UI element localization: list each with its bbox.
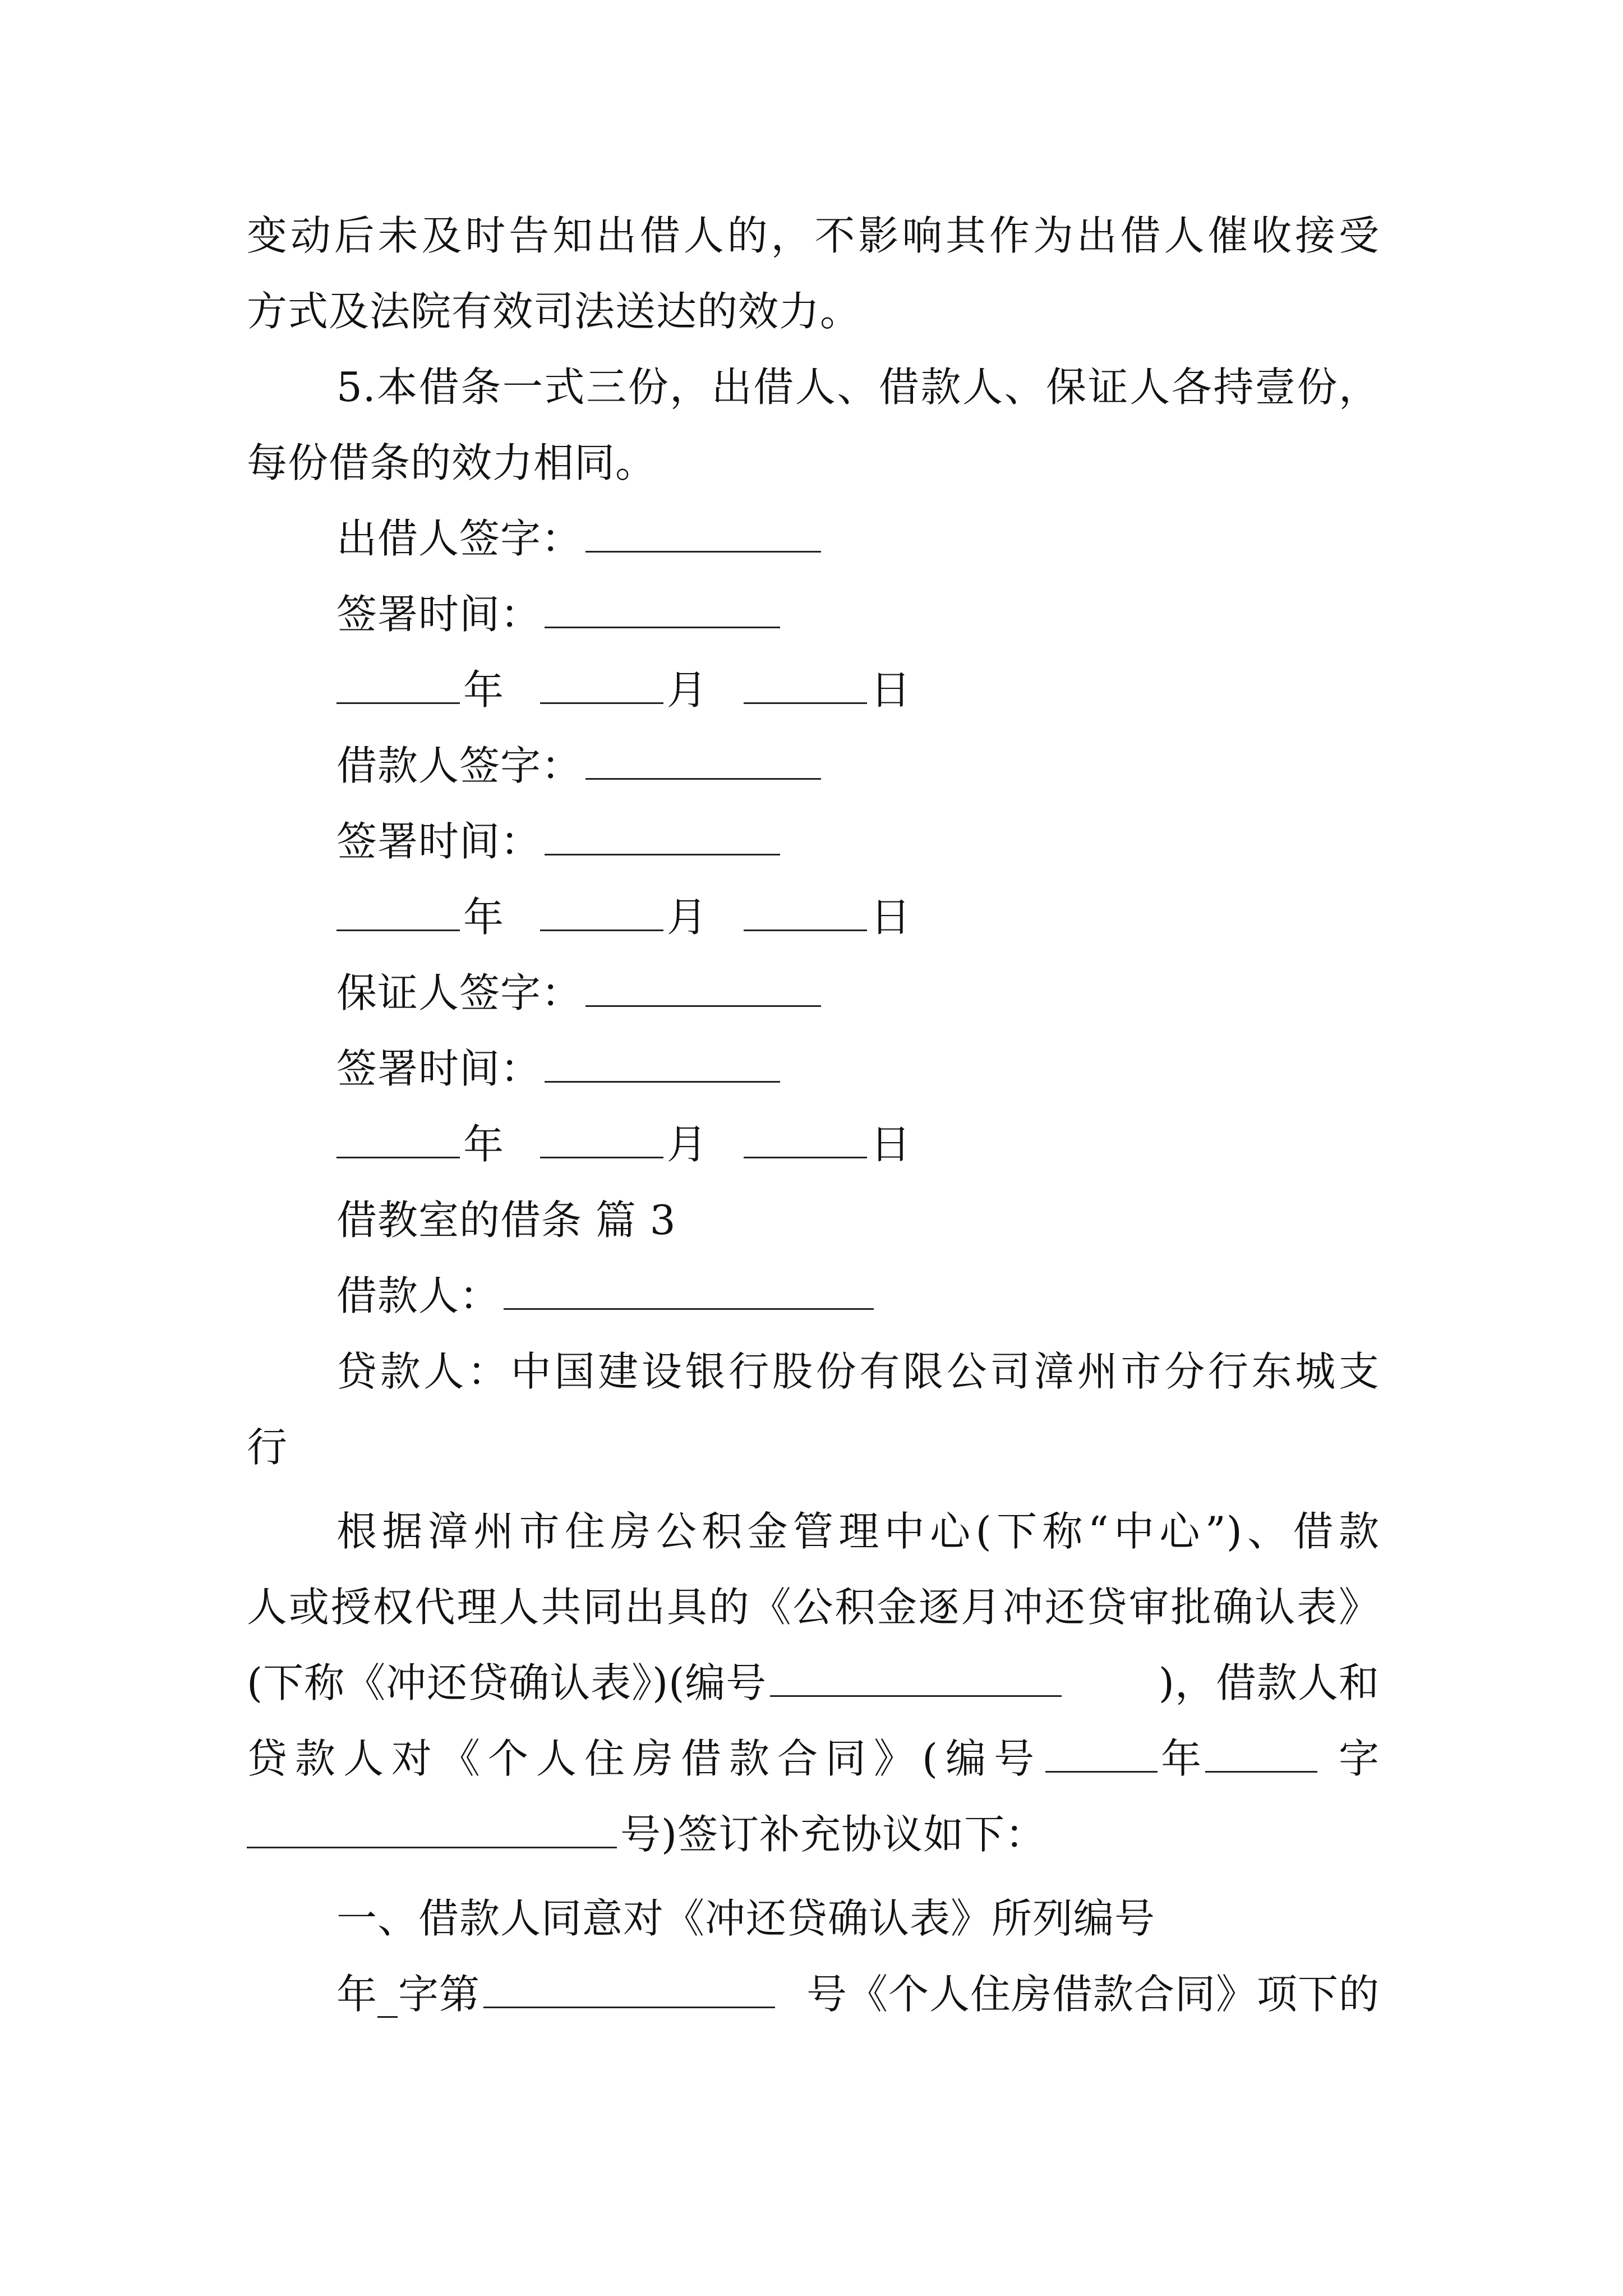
- lender-year-blank[interactable]: [336, 669, 460, 704]
- lender-signature-row: [336, 510, 824, 567]
- clause5-line1: 5.本借条一式三份，出借人、借款人、保证人各持壹份，: [336, 364, 1380, 411]
- lender-month-blank[interactable]: [540, 669, 663, 704]
- year-label: 年: [463, 1121, 505, 1168]
- borrower-signature-blank[interactable]: [585, 744, 821, 780]
- lender-time-blank[interactable]: [545, 593, 780, 628]
- guarantor-year-blank[interactable]: [336, 1123, 460, 1158]
- number-blank[interactable]: [770, 1662, 1062, 1697]
- para1-line1: 根据漳州市住房公积金管理中心(下称“中心”)、借款: [336, 1508, 1380, 1555]
- lender-signature-label: 出借人签字：: [336, 515, 583, 562]
- para1-line2: 人或授权代理人共同出具的《公积金逐月冲还贷审批确认表》: [247, 1584, 1380, 1631]
- section3-lender-line: 贷款人：中国建设银行股份有限公司漳州市分行东城支: [336, 1348, 1380, 1395]
- para2-line2-a: 年_字第: [336, 1971, 481, 2018]
- para1-line4: [247, 1731, 1380, 1787]
- clause4-line1: 变动后未及时告知出借人的，不影响其作为出借人催收接受: [247, 212, 1380, 259]
- section3-borrower-row: [336, 1268, 877, 1324]
- para1-line3-a: (下称《冲还贷确认表》)(编号: [247, 1659, 767, 1706]
- clause5-line2: 每份借条的效力相同。: [247, 439, 657, 486]
- day-label: 日: [870, 666, 911, 714]
- lender-time-row: [336, 586, 783, 642]
- para1-line4-b: 年: [1161, 1735, 1202, 1782]
- contract-year-blank[interactable]: [1045, 1737, 1158, 1773]
- para2-line2: [336, 1966, 1380, 2022]
- para1-line5: [247, 1806, 1046, 1862]
- borrower-month-blank[interactable]: [540, 896, 663, 931]
- borrower-time-blank[interactable]: [545, 820, 780, 855]
- day-label: 日: [870, 894, 911, 941]
- clause4-line2: 方式及法院有效司法送达的效力。: [247, 288, 861, 335]
- section-title: 借教室的借条 篇 3: [336, 1197, 676, 1244]
- year-label: 年: [463, 894, 505, 941]
- guarantor-signature-blank[interactable]: [585, 972, 821, 1007]
- section3-lender-cont: 行: [247, 1424, 288, 1471]
- para1-line3-b: )，借款人和: [1158, 1659, 1380, 1706]
- guarantor-time-row: [336, 1041, 783, 1097]
- guarantor-time-blank[interactable]: [545, 1047, 780, 1083]
- guarantor-signature-row: [336, 965, 824, 1021]
- section3-borrower-label: 借款人：: [336, 1272, 501, 1319]
- borrower-day-blank[interactable]: [744, 896, 867, 931]
- para2-number-blank[interactable]: [483, 1973, 775, 2008]
- borrower-signature-label: 借款人签字：: [336, 742, 583, 789]
- guarantor-signature-label: 保证人签字：: [336, 969, 583, 1016]
- para1-line4-c: 字: [1338, 1735, 1380, 1782]
- lender-date-row: [336, 662, 911, 718]
- month-label: 月: [666, 894, 708, 941]
- guarantor-date-row: [336, 1116, 911, 1172]
- contract-char-blank[interactable]: [1205, 1737, 1317, 1773]
- borrower-year-blank[interactable]: [336, 896, 460, 931]
- borrower-time-label: 签署时间：: [336, 818, 542, 865]
- contract-number-blank[interactable]: [247, 1813, 617, 1848]
- lender-day-blank[interactable]: [744, 669, 867, 704]
- para2-line2-b: 号《个人住房借款合同》项下的: [806, 1971, 1380, 2018]
- month-label: 月: [666, 666, 708, 714]
- section3-borrower-blank[interactable]: [504, 1274, 874, 1310]
- guarantor-day-blank[interactable]: [744, 1123, 867, 1158]
- para1-line4-a: 贷款人对《个人住房借款合同》(编号: [247, 1735, 1043, 1782]
- borrower-signature-row: [336, 738, 824, 794]
- guarantor-time-label: 签署时间：: [336, 1045, 542, 1092]
- borrower-date-row: [336, 889, 911, 945]
- para1-line3: [247, 1655, 1380, 1711]
- para2-line1: 一、借款人同意对《冲还贷确认表》所列编号: [336, 1895, 1156, 1942]
- day-label: 日: [870, 1121, 911, 1168]
- lender-time-label: 签署时间：: [336, 591, 542, 638]
- borrower-time-row: [336, 813, 783, 869]
- month-label: 月: [666, 1121, 708, 1168]
- year-label: 年: [463, 666, 505, 714]
- guarantor-month-blank[interactable]: [540, 1123, 663, 1158]
- lender-signature-blank[interactable]: [585, 517, 821, 553]
- para1-line5-text: 号)签订补充协议如下：: [620, 1811, 1046, 1858]
